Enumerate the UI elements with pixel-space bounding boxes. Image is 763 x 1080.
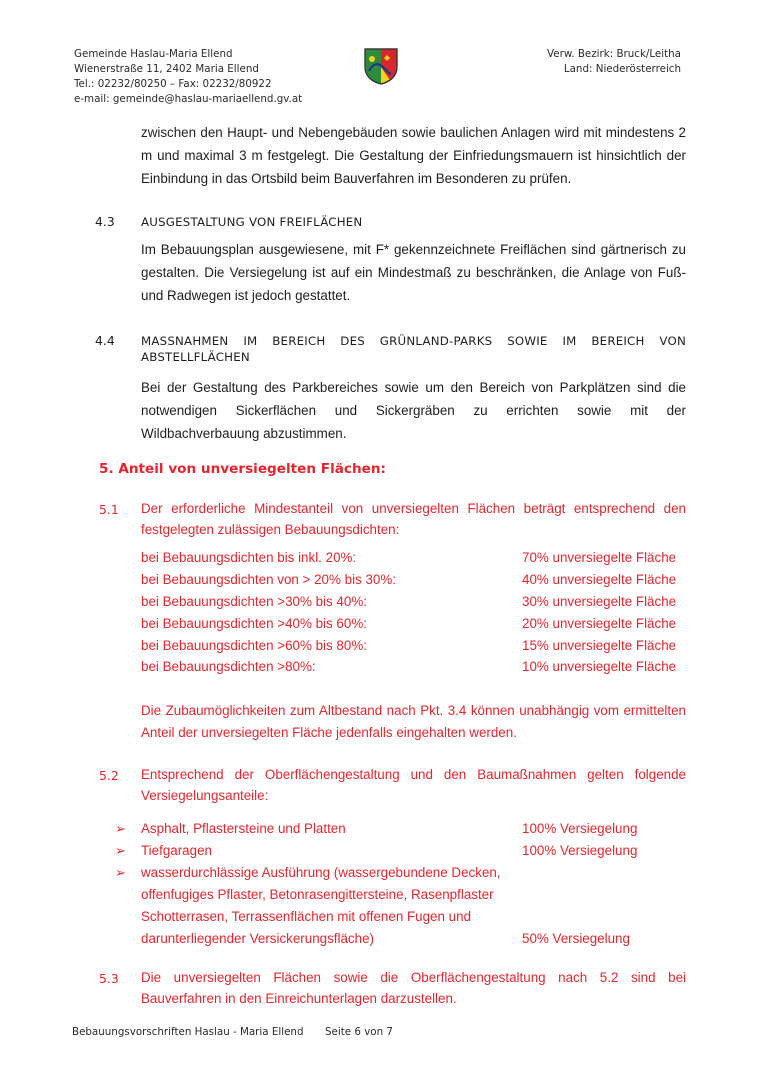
- section-4-4-title-line2: ABSTELLFLÄCHEN: [141, 350, 250, 364]
- density-range: bei Bebauungsdichten von > 20% bis 30%:: [141, 572, 396, 587]
- density-range: bei Bebauungsdichten >60% bis 80%:: [141, 638, 367, 653]
- section-4-3-number: 4.3: [95, 214, 115, 229]
- surface-type: Tiefgaragen: [141, 843, 212, 858]
- section-5-3-text: Die unversiegelten Flächen sowie die Oberflächengestaltung nach 5.2 sind bei Bauverfahren in den Einreichunterlagen darzustellen.: [141, 970, 686, 1006]
- coat-of-arms-icon: [363, 47, 399, 85]
- list-item: [115, 840, 686, 862]
- section-4-4-number: 4.4: [95, 333, 115, 348]
- density-row: [141, 613, 686, 635]
- letterhead-address: [74, 47, 302, 107]
- footer-document-title: Bebauungsvorschriften Haslau - Maria Ellend: [72, 1026, 304, 1038]
- density-row: [141, 656, 686, 678]
- density-range: bei Bebauungsdichten bis inkl. 20%:: [141, 550, 357, 565]
- street-address: Wienerstraße 11, 2402 Maria Ellend: [74, 63, 259, 75]
- unsealed-share: 20% unversiegelte Fläche: [522, 616, 677, 631]
- arrow-bullet-icon: ➢: [115, 865, 126, 880]
- section-4-4-title-line1: MASSNAHMEN IM BEREICH DES GRÜNLAND-PARKS SOWIE IM BEREICH VON: [141, 334, 686, 348]
- section-5-heading: 5. Anteil von unversiegelten Flächen:: [99, 461, 386, 477]
- state-label: Land: Niederösterreich: [563, 63, 681, 75]
- section-5-2-number: 5.2: [99, 768, 119, 783]
- density-range: bei Bebauungsdichten >30% bis 40%:: [141, 594, 367, 609]
- surface-type-line: darunterliegender Versickerungsfläche): [141, 931, 374, 946]
- list-item: [115, 818, 686, 840]
- section-5-1-number: 5.1: [99, 502, 119, 517]
- section-4-3-text: Im Bebauungsplan ausgewiesene, mit F* gekennzeichnete Freiflächen sind gärtnerisch zu gestalten. Die Versiegelung ist auf ein Mindestmaß zu beschränken, die Anlage von Fuß- und Radwegen ist jedoch gestattet.: [141, 242, 686, 303]
- density-range: bei Bebauungsdichten >80%:: [141, 659, 316, 674]
- email-address: e-mail: gemeinde@haslau-mariaellend.gv.at: [74, 93, 303, 105]
- sealing-share: 100% Versiegelung: [522, 821, 638, 836]
- phone-fax: Tel.: 02232/80250 – Fax: 02232/80922: [74, 78, 272, 90]
- surface-type: Asphalt, Pflastersteine und Platten: [141, 821, 346, 836]
- density-row: [141, 547, 686, 569]
- sealing-share: 100% Versiegelung: [522, 843, 638, 858]
- page-number: Seite 6 von 7: [325, 1026, 393, 1038]
- unsealed-share: 15% unversiegelte Fläche: [522, 638, 677, 653]
- unsealed-share: 30% unversiegelte Fläche: [522, 594, 677, 609]
- intro-paragraph: zwischen den Haupt- und Nebengebäuden sowie baulichen Anlagen wird mit mindestens 2 m und maximal 3 m festgelegt. Die Gestaltung der Einfriedungsmauern ist hinsichtlich der Einbindung in das Ortsbild beim Bauverfahren im Besonderen zu prüfen.: [141, 125, 686, 186]
- surface-type-line: offenfugiges Pflaster, Betonrasengittersteine, Rasenpflaster: [141, 887, 494, 902]
- list-item-continuation: [141, 928, 686, 950]
- list-item: [115, 862, 686, 884]
- section-5-2-text: Entsprechend der Oberflächengestaltung und den Baumaßnahmen gelten folgende Versiegelungsanteile:: [141, 767, 686, 803]
- list-item-continuation: [141, 884, 686, 906]
- density-row: [141, 635, 686, 657]
- unsealed-share: 70% unversiegelte Fläche: [522, 550, 677, 565]
- section-5-1-text: Der erforderliche Mindestanteil von unversiegelten Flächen beträgt entsprechend den festgelegten zulässigen Bebauungsdichten:: [141, 501, 686, 537]
- section-5-3-number: 5.3: [99, 971, 119, 986]
- section-4-4-text: Bei der Gestaltung des Parkbereiches sowie um den Bereich von Parkplätzen sind die notwendigen Sickerflächen und Sickergräben zu errichten sowie mit der Wildbachverbauung abzustimmen.: [141, 380, 686, 441]
- district-label: Verw. Bezirk: Bruck/Leitha: [547, 48, 681, 60]
- section-5-1-note: Die Zubaumöglichkeiten zum Altbestand nach Pkt. 3.4 können unabhängig vom ermittelten Anteil der unversiegelten Fläche jedenfalls eingehalten werden.: [141, 703, 686, 740]
- density-range: bei Bebauungsdichten >40% bis 60%:: [141, 616, 367, 631]
- section-4-3-title: AUSGESTALTUNG VON FREIFLÄCHEN: [141, 215, 363, 229]
- surface-type-line: wasserdurchlässige Ausführung (wassergebundene Decken,: [141, 865, 501, 880]
- arrow-bullet-icon: ➢: [115, 821, 126, 836]
- municipality-name: Gemeinde Haslau-Maria Ellend: [74, 48, 233, 60]
- unsealed-share: 40% unversiegelte Fläche: [522, 572, 677, 587]
- list-item-continuation: [141, 906, 686, 928]
- surface-type-line: Schotterrasen, Terrassenflächen mit offenen Fugen und: [141, 909, 472, 924]
- sealing-share: 50% Versiegelung: [522, 931, 630, 946]
- density-row: [141, 591, 686, 613]
- density-row: [141, 569, 686, 591]
- letterhead-region: [547, 47, 681, 77]
- arrow-bullet-icon: ➢: [115, 843, 126, 858]
- unsealed-share: 10% unversiegelte Fläche: [522, 659, 677, 674]
